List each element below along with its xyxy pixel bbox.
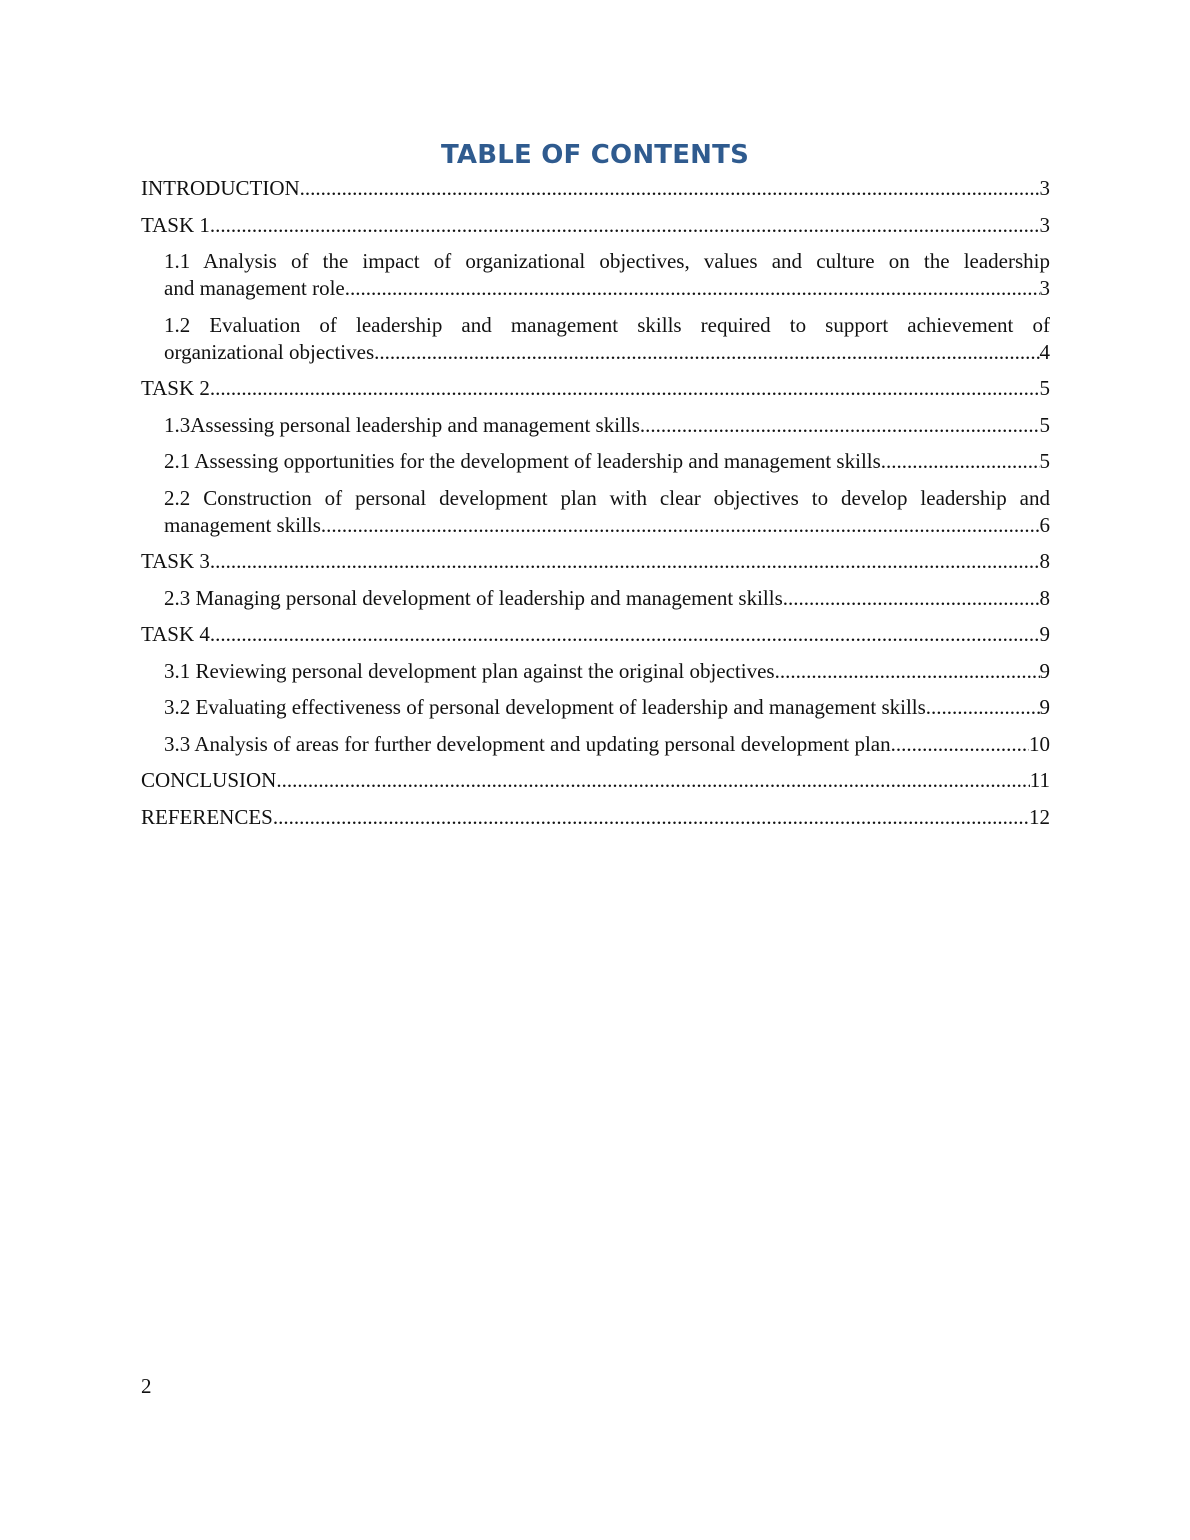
toc-entry-page-number: 5 (1039, 449, 1050, 473)
toc-entry-label: TASK 4 (141, 622, 210, 646)
toc-entry-row (164, 448, 1050, 475)
toc-subentry[interactable] (164, 485, 1050, 539)
toc-entry-row (141, 767, 1050, 794)
toc-entry-page-number: 8 (1039, 585, 1050, 610)
toc-entry-row (164, 585, 1050, 612)
toc-entry-label: management skills (164, 512, 321, 537)
toc-entry-page-number: 3 (1039, 212, 1050, 237)
toc-subentry[interactable] (164, 312, 1050, 366)
toc-entry[interactable] (141, 548, 1050, 575)
toc-entry-row (141, 804, 1050, 831)
toc-entry-label: REFERENCES (141, 804, 273, 829)
toc-entry[interactable] (141, 175, 1050, 202)
dot-leader (345, 275, 1040, 302)
toc-entry-row (164, 694, 1050, 721)
toc-subentry[interactable] (164, 731, 1050, 758)
toc-entry-label: TASK 1 (141, 212, 210, 237)
toc-entry-page-number: 9 (1039, 622, 1050, 646)
dot-leader (276, 767, 1029, 794)
dot-leader (783, 585, 1040, 612)
toc-subentry[interactable] (164, 694, 1050, 721)
toc-entry-page-number: 12 (1029, 804, 1050, 829)
toc-entry[interactable] (141, 804, 1050, 831)
toc-entry-label: and management role (164, 276, 345, 300)
toc-subentry[interactable] (164, 412, 1050, 439)
dot-leader (300, 175, 1040, 202)
dot-leader (210, 621, 1040, 648)
toc-entry-page-number: 9 (1039, 695, 1050, 719)
toc-subentry[interactable] (164, 248, 1050, 302)
toc-entry-label: TASK 3 (141, 549, 210, 573)
dot-leader (881, 448, 1040, 475)
toc-entry-first-line: 2.2 Construction of personal development plan with clear objectives to develop leadership and (164, 485, 1050, 510)
toc-entry-page-number: 3 (1039, 276, 1050, 300)
dot-leader (210, 212, 1040, 239)
dot-leader (374, 339, 1039, 366)
toc-entry-row (164, 512, 1050, 539)
dot-leader (321, 512, 1040, 539)
toc-entry-label: INTRODUCTION (141, 176, 300, 200)
toc-entry-page-number: 9 (1039, 658, 1050, 683)
toc-entry-row (164, 731, 1050, 758)
toc-title: TABLE OF CONTENTS (440, 140, 749, 170)
toc-entry-row (141, 375, 1050, 402)
dot-leader (775, 658, 1040, 685)
toc-entry-row (164, 658, 1050, 685)
toc-entry-label: TASK 2 (141, 376, 210, 400)
dot-leader (640, 412, 1040, 439)
toc-entry-page-number: 10 (1029, 731, 1050, 756)
dot-leader (210, 548, 1040, 575)
toc-entry-page-number: 3 (1039, 176, 1050, 200)
toc-entry-first-line: 1.1 Analysis of the impact of organizational objectives, values and culture on the leadership (164, 249, 1050, 273)
toc-entry-label: CONCLUSION (141, 768, 277, 792)
toc-entry[interactable] (141, 621, 1050, 648)
toc-entry-row (141, 548, 1050, 575)
dot-leader (891, 731, 1029, 758)
toc-subentry[interactable] (164, 448, 1050, 475)
toc-entry-page-number: 11 (1029, 768, 1050, 792)
toc-entry-label: 3.1 Reviewing personal development plan against the original objectives (164, 658, 775, 683)
toc-entry-page-number: 8 (1039, 549, 1050, 573)
toc-subentry[interactable] (164, 658, 1050, 685)
table-of-contents (141, 175, 1050, 840)
dot-leader (926, 694, 1040, 721)
toc-entry-page-number: 6 (1039, 512, 1050, 537)
dot-leader (273, 804, 1029, 831)
page-number: 2 (141, 1374, 152, 1398)
toc-entry[interactable] (141, 212, 1050, 239)
toc-entry[interactable] (141, 767, 1050, 794)
toc-entry-label: 3.3 Analysis of areas for further development and updating personal development plan (164, 731, 891, 756)
toc-entry-page-number: 5 (1039, 412, 1050, 437)
toc-entry-row (141, 212, 1050, 239)
toc-entry-row (141, 621, 1050, 648)
toc-entry-label: 3.2 Evaluating effectiveness of personal development of leadership and management skills (164, 695, 926, 719)
toc-entry-row (164, 339, 1050, 366)
dot-leader (210, 375, 1040, 402)
toc-entry-label: 1.3Assessing personal leadership and management skills (164, 412, 640, 437)
toc-entry-row (141, 175, 1050, 202)
toc-entry-first-line: 1.2 Evaluation of leadership and management skills required to support achievement of (164, 312, 1050, 337)
toc-entry-row (164, 412, 1050, 439)
toc-entry-page-number: 5 (1039, 376, 1050, 400)
toc-entry-label: 2.1 Assessing opportunities for the development of leadership and management skills (164, 449, 881, 473)
toc-entry-label: organizational objectives (164, 339, 375, 364)
toc-entry[interactable] (141, 375, 1050, 402)
toc-entry-label: 2.3 Managing personal development of leadership and management skills (164, 585, 783, 610)
toc-subentry[interactable] (164, 585, 1050, 612)
toc-entry-page-number: 4 (1039, 339, 1050, 364)
toc-entry-row (164, 275, 1050, 302)
